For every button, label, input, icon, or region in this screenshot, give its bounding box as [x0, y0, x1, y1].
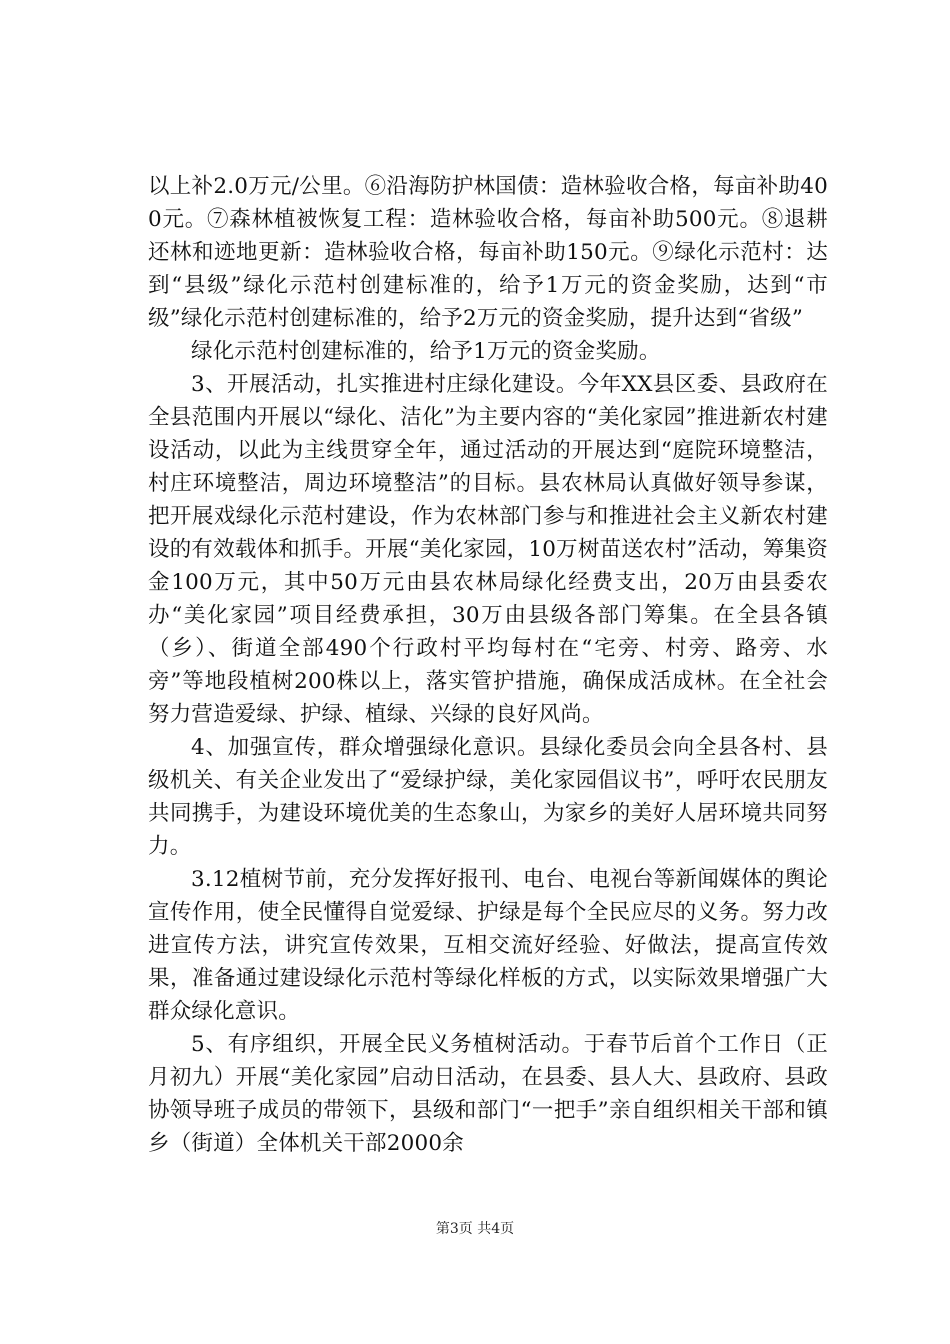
paragraph-village-greening-activities: 3、开展活动，扎实推进村庄绿化建设。今年XX县区委、县政府在全县范围内开展以“绿化、洁化”为主要内容的“美化家园”推进新农村建设活动，以此为主线贯穿全年，通过活动的开展达到“庭院环境整洁，村庄环境整洁，周边环境整洁”的目标。县农林局认真做好领导参谋，把开展戏绿化示范村建设，作为农林部门参与和推进社会主义新农村建设的有效载体和抓手。开展“美化家园，10万树苗送农村”活动，筹集资金100万元，其中50万元由县农林局绿化经费支出，20万由县委农办“美化家园”项目经费承担，30万由县级各部门筹集。在全县各镇（乡）、街道全部490个行政村平均每村在“宅旁、村旁、路旁、水旁”等地段植树200株以上，落实管护措施，确保成活成林。在全社会努力营造爱绿、护绿、植绿、兴绿的良好风尚。	[148, 372, 828, 727]
page-number-footer: 第3页 共4页	[435, 1221, 515, 1237]
document-body	[148, 170, 828, 1160]
paragraph-subsidy-standards: 以上补2.0万元/公里。⑥沿海防护林国债：造林验收合格，每亩补助400元。⑦森林植被恢复工程：造林验收合格，每亩补助500元。⑧退耕还林和迹地更新：造林验收合格，每亩补助150元。⑨绿化示范村：达到“县级”绿化示范村创建标准的，给予1万元的资金奖励，达到“市级”绿化示范村创建标准的，给予2万元的资金奖励，提升达到“省级”	[148, 174, 828, 331]
paragraph-voluntary-tree-planting: 5、有序组织，开展全民义务植树活动。于春节后首个工作日（正月初九）开展“美化家园”启动日活动，在县委、县人大、县政府、县政协领导班子成员的带领下，县级和部门“一把手”亲自组织相关干部和镇乡（街道）全体机关干部2000余	[148, 1032, 828, 1156]
paragraph-arbor-day-media: 3.12植树节前，充分发挥好报刊、电台、电视台等新闻媒体的舆论宣传作用，使全民懂得自觉爱绿、护绿是每个全民应尽的义务。努力改进宣传方法，讲究宣传效果，互相交流好经验、好做法，提高宣传效果，准备通过建设绿化示范村等绿化样板的方式，以实际效果增强广大群众绿化意识。	[148, 867, 828, 1024]
paragraph-provincial-village-reward: 绿化示范村创建标准的，给予1万元的资金奖励。	[191, 339, 661, 364]
paragraph-publicity: 4、加强宣传，群众增强绿化意识。县绿化委员会向全县各村、县级机关、有关企业发出了“爱绿护绿，美化家园倡议书”，呼吁农民朋友共同携手，为建设环境优美的生态象山，为家乡的美好人居环境共同努力。	[148, 735, 828, 859]
